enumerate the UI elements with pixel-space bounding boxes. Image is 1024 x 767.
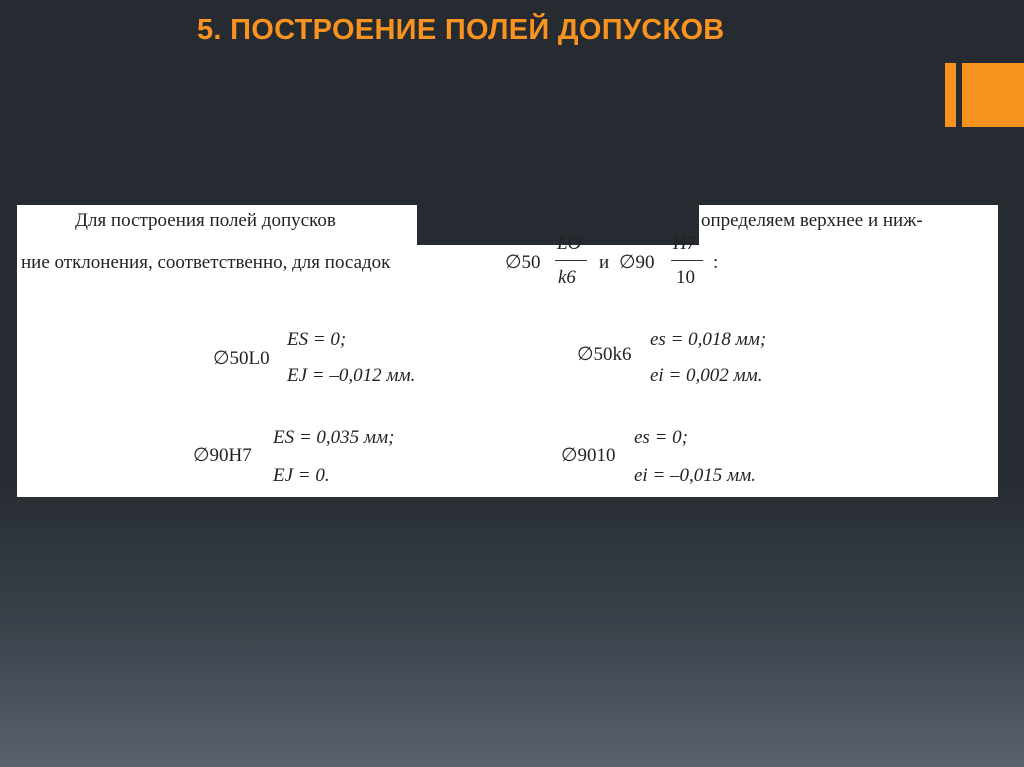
fit2-fraction-line — [671, 260, 703, 261]
block3-label: ∅90H7 — [193, 445, 252, 466]
accent-bar-thin — [945, 63, 956, 127]
block1-lower: EJ = –0,012 мм. — [287, 365, 416, 386]
paragraph-line1-right: определяем верхнее и ниж- — [701, 210, 923, 231]
block1-label: ∅50L0 — [213, 348, 270, 369]
line2-colon: : — [713, 252, 719, 273]
block2-upper: es = 0,018 мм; — [650, 329, 767, 350]
document-image — [17, 205, 998, 497]
paragraph-line1-left: Для построения полей допусков — [75, 210, 336, 231]
fit1-denominator: k6 — [558, 267, 576, 288]
block2-label: ∅50k6 — [577, 344, 632, 365]
fit2-denominator: 10 — [676, 267, 695, 288]
block1-upper: ES = 0; — [287, 329, 347, 350]
fit1-prefix: ∅50 — [505, 252, 541, 273]
accent-bar-thick — [962, 63, 1024, 127]
block3-upper: ES = 0,035 мм; — [273, 427, 395, 448]
block2-lower: ei = 0,002 мм. — [650, 365, 763, 386]
fit1-fraction-line — [555, 260, 587, 261]
slide-title: 5. ПОСТРОЕНИЕ ПОЛЕЙ ДОПУСКОВ — [197, 14, 725, 46]
block3-lower: EJ = 0. — [273, 465, 330, 486]
paragraph-line2: ние отклонения, соответственно, для посадок — [21, 252, 391, 273]
fit2-prefix: ∅90 — [619, 252, 655, 273]
fit2-numerator: H7 — [673, 233, 697, 254]
fit1-numerator: LO — [557, 233, 582, 254]
block4-label: ∅9010 — [561, 445, 616, 466]
fit-conjunction: и — [599, 252, 610, 273]
block4-upper: es = 0; — [634, 427, 688, 448]
block4-lower: ei = –0,015 мм. — [634, 465, 757, 486]
